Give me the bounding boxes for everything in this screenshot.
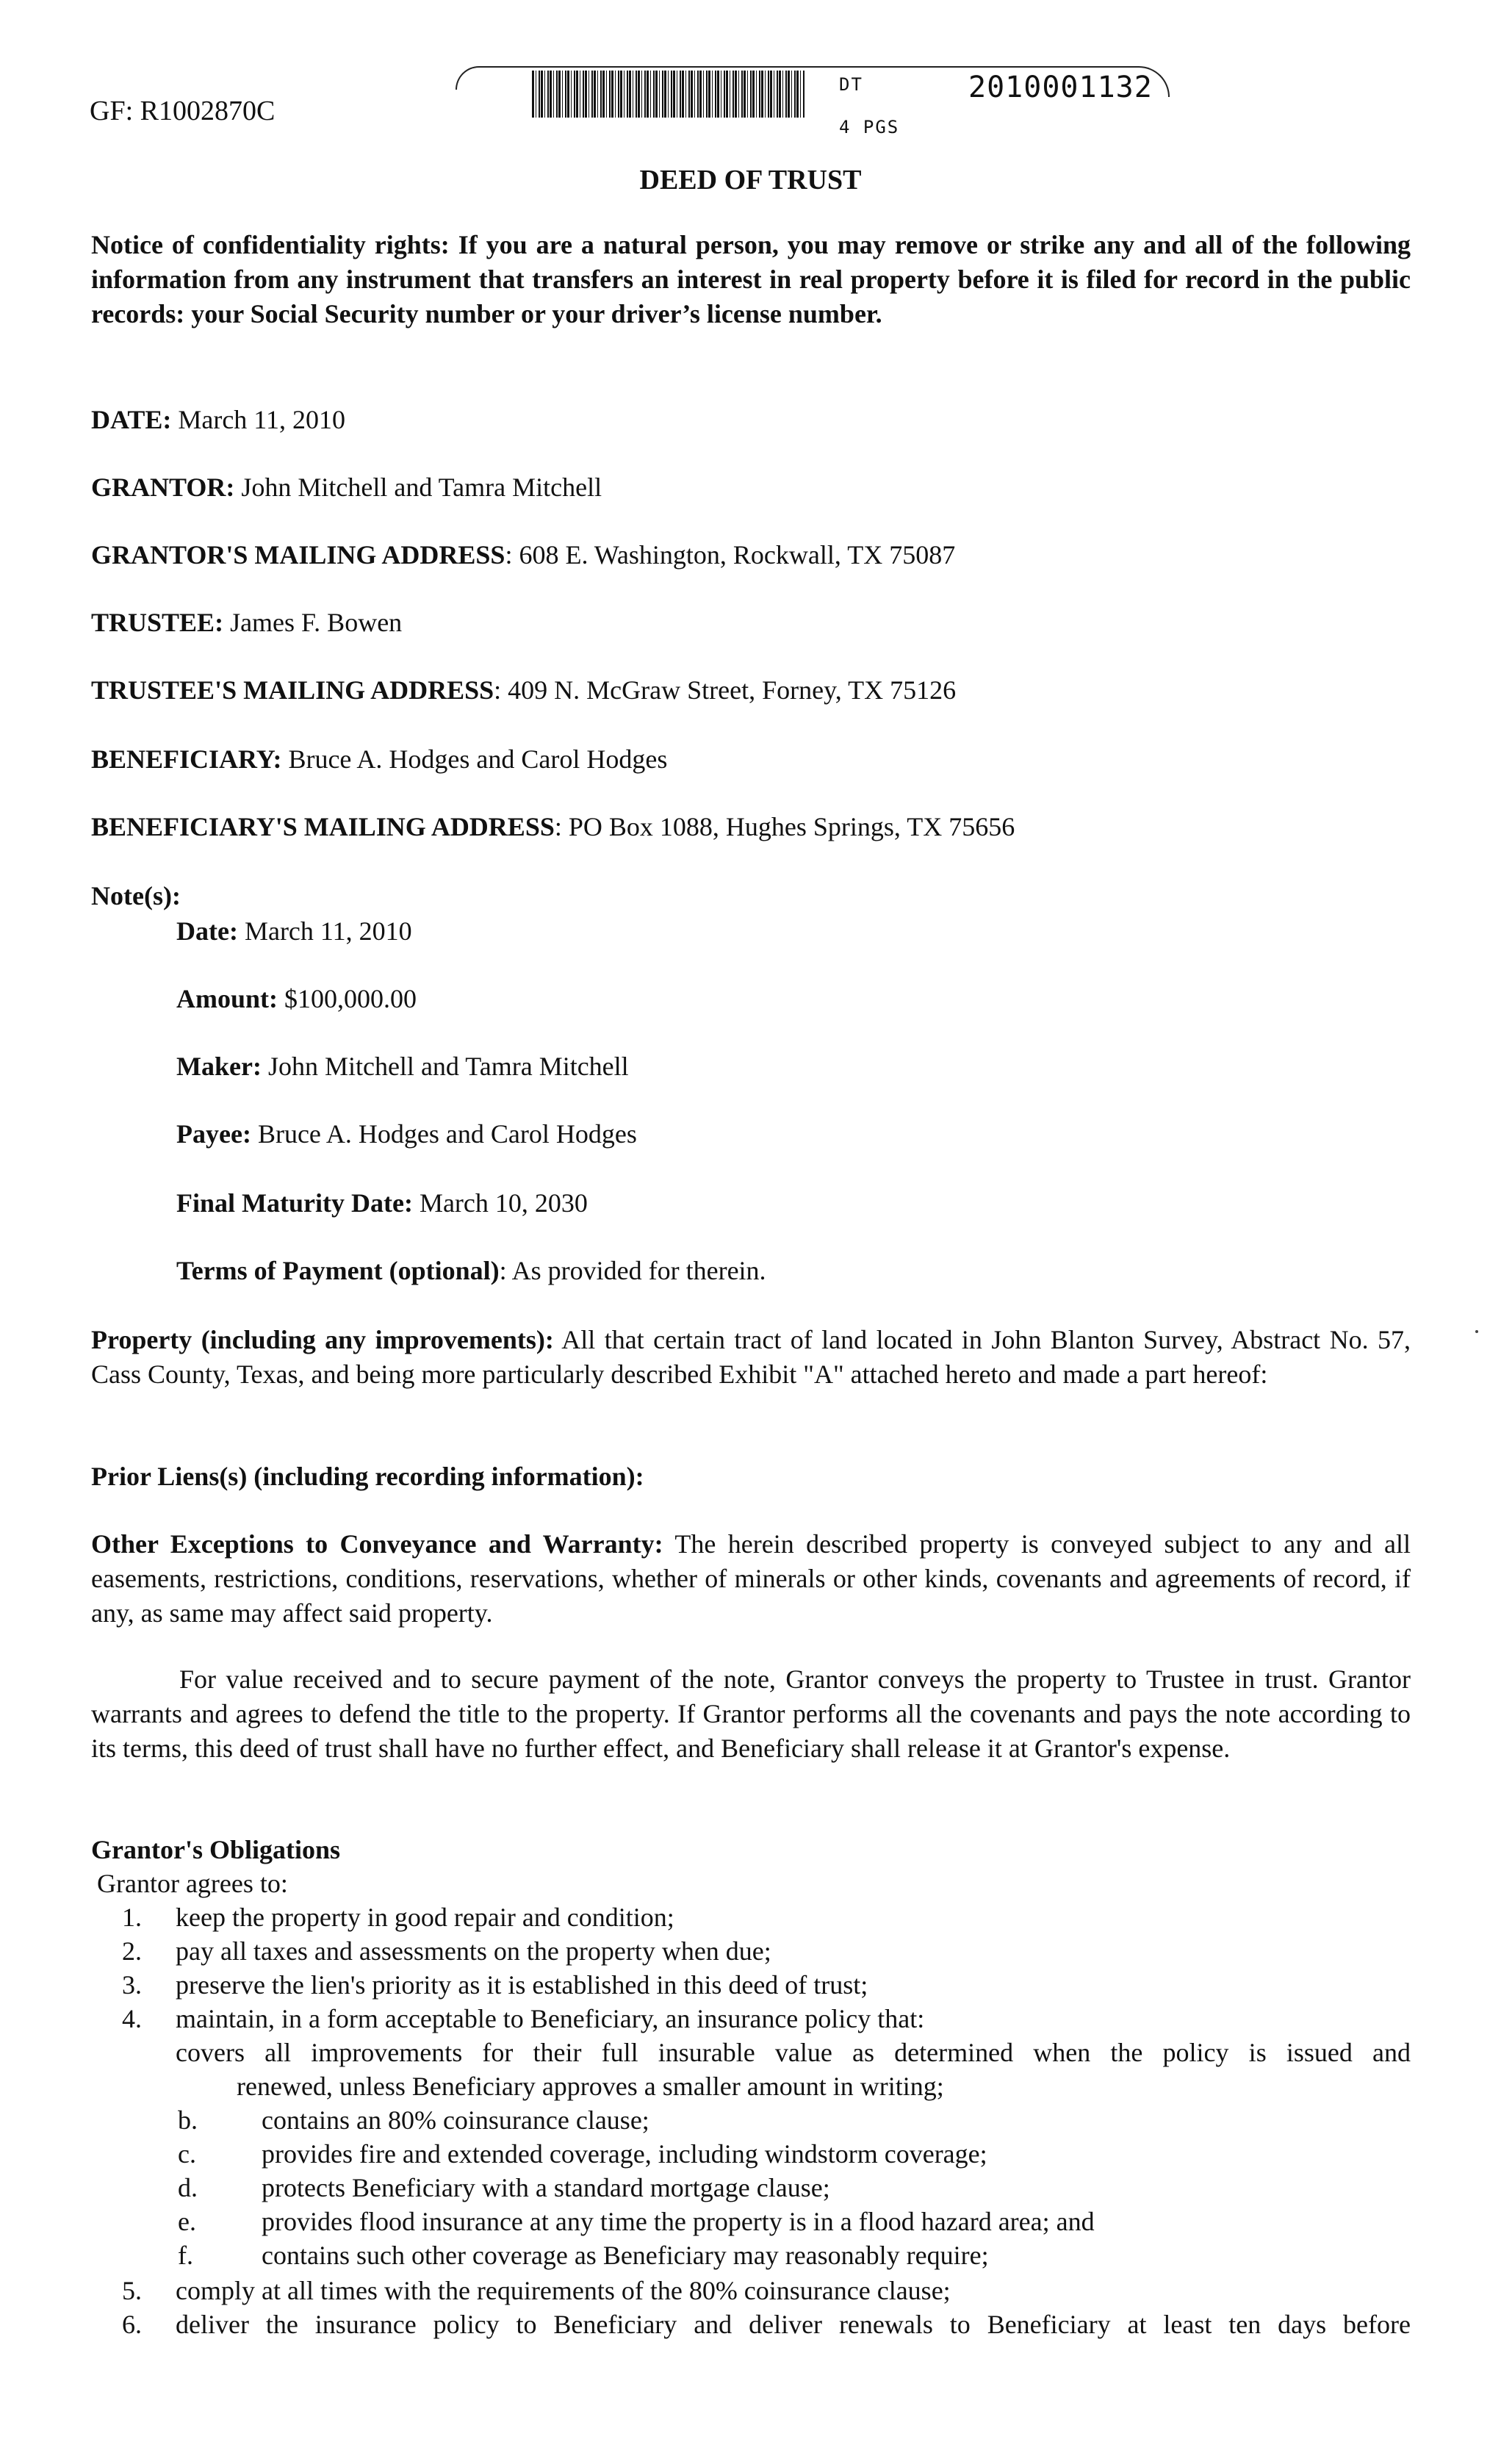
covers-line-2: renewed, unless Beneficiary approves a smaller amount in writing;: [237, 2072, 944, 2101]
note-maker-value: John Mitchell and Tamra Mitchell: [267, 1052, 629, 1081]
grantor-value: John Mitchell and Tamra Mitchell: [241, 473, 602, 502]
beneficiary-value: Bruce A. Hodges and Carol Hodges: [288, 744, 668, 774]
trustee-address-field: [91, 673, 956, 708]
note-terms-value: : As provided for therein.: [499, 1256, 766, 1285]
note-maker: [176, 1049, 629, 1084]
note-amount-value: $100,000.00: [284, 984, 417, 1013]
sub-text: provides fire and extended coverage, including windstorm coverage;: [262, 2139, 987, 2169]
obligations-heading: Grantor's Obligations: [91, 1835, 341, 1864]
prior-liens-heading: Prior Liens(s) (including recording information):: [91, 1462, 644, 1491]
beneficiary-label: BENEFICIARY:: [91, 744, 282, 774]
note-maturity: [176, 1186, 588, 1221]
sub-text: protects Beneficiary with a standard mortgage clause;: [262, 2173, 830, 2202]
exceptions-label: Other Exceptions to Conveyance and Warranty:: [91, 1529, 663, 1559]
note-payee-value: Bruce A. Hodges and Carol Hodges: [257, 1119, 637, 1149]
coverage-sublist: [0, 2103, 1501, 2280]
note-maturity-value: March 10, 2030: [419, 1188, 588, 1218]
note-date-label: Date:: [176, 916, 238, 946]
document-title: DEED OF TRUST: [639, 165, 862, 195]
grantor-address-field: [91, 538, 955, 572]
grantor-label: GRANTOR:: [91, 473, 235, 502]
doc-type-code: DT: [839, 74, 863, 95]
property-label: Property (including any improvements):: [91, 1325, 554, 1354]
covers-line-1: covers all improvements for their full insurable value as determined when the policy is issued and: [176, 2038, 1411, 2067]
sub-letter: b.: [178, 2105, 198, 2135]
date-value: March 11, 2010: [178, 405, 345, 434]
obligations-list-continued: [91, 2274, 1411, 2347]
item-number: 5.: [122, 2276, 142, 2305]
exceptions-paragraph: [91, 1527, 1411, 1631]
sub-text: contains such other coverage as Beneficiary may reasonably require;: [262, 2241, 989, 2270]
beneficiary-address-value: : PO Box 1088, Hughes Springs, TX 75656: [554, 812, 1015, 841]
trustee-label: TRUSTEE:: [91, 608, 224, 637]
conveyance-paragraph: For value received and to secure payment of the note, Grantor conveys the property to Trustee in trust. Grantor warrants and agrees to defend the title to the property. If Grantor performs all the covenants and pays the note according to its terms, this deed of trust shall have no further effect, and Beneficiary shall release it at Grantor's expense.: [91, 1664, 1411, 1763]
grantor-address-value: : 608 E. Washington, Rockwall, TX 75087: [505, 540, 956, 570]
sub-letter: c.: [178, 2139, 196, 2169]
item-text: deliver the insurance policy to Beneficiary and deliver renewals to Beneficiary at least ten days before: [176, 2310, 1411, 2339]
sub-letter: f.: [178, 2241, 193, 2270]
trustee-address-label: TRUSTEE'S MAILING ADDRESS: [91, 675, 494, 705]
note-amount: [176, 982, 417, 1016]
gf-number: GF: R1002870C: [90, 96, 276, 126]
sub-letter: d.: [178, 2173, 198, 2202]
record-stamp-border-left: [456, 66, 530, 90]
note-maturity-label: Final Maturity Date:: [176, 1188, 413, 1218]
date-field: [91, 403, 345, 437]
sub-letter: e.: [178, 2207, 196, 2236]
item-text: keep the property in good repair and condition;: [176, 1903, 674, 1932]
item-number: 3.: [122, 1970, 142, 2000]
date-label: DATE:: [91, 405, 172, 434]
property-text: All that certain tract of land located in John Blanton Survey, Abstract No. 57, Cass County, Texas, and being more particularly described Exhibit "A" attached hereto and made a part hereof:: [91, 1325, 1411, 1389]
note-amount-label: Amount:: [176, 984, 278, 1013]
grantor-address-label: GRANTOR'S MAILING ADDRESS: [91, 540, 505, 570]
page-count: 4 PGS: [839, 117, 900, 137]
record-number: 2010001132: [968, 71, 1153, 104]
item-number: 2.: [122, 1936, 142, 1966]
note-payee-label: Payee:: [176, 1119, 251, 1149]
record-stamp-border-top: [529, 66, 1102, 68]
note-date-value: March 11, 2010: [244, 916, 412, 946]
sub-text: provides flood insurance at any time the property is in a flood hazard area; and: [262, 2207, 1095, 2236]
item-number: 1.: [122, 1903, 142, 1932]
trustee-address-value: : 409 N. McGraw Street, Forney, TX 75126: [494, 675, 957, 705]
trustee-value: James F. Bowen: [230, 608, 403, 637]
item-text: preserve the lien's priority as it is established in this deed of trust;: [176, 1970, 868, 2000]
beneficiary-address-field: [91, 810, 1015, 844]
scan-speck: [1475, 1330, 1478, 1333]
item-text: comply at all times with the requirements of the 80% coinsurance clause;: [176, 2276, 951, 2305]
notes-heading: Note(s):: [91, 881, 181, 910]
confidentiality-notice: Notice of confidentiality rights: If you are a natural person, you may remove or strike any and all of the following information from any instrument that transfers an interest in real property before it is filed for record in the public records: your Social Security number or your driver’s license number.: [91, 230, 1411, 328]
beneficiary-field: [91, 742, 667, 777]
sub-text: contains an 80% coinsurance clause;: [262, 2105, 649, 2135]
note-payee: [176, 1117, 637, 1152]
note-terms: [176, 1254, 766, 1288]
trustee-field: [91, 606, 402, 640]
obligations-intro: Grantor agrees to:: [97, 1869, 288, 1898]
property-paragraph: [91, 1323, 1411, 1392]
grantor-field: [91, 470, 602, 505]
item-text: pay all taxes and assessments on the property when due;: [176, 1936, 771, 1966]
beneficiary-address-label: BENEFICIARY'S MAILING ADDRESS: [91, 812, 555, 841]
item-text: maintain, in a form acceptable to Beneficiary, an insurance policy that:: [176, 2004, 925, 2033]
note-date: [176, 914, 412, 949]
exceptions-text: The herein described property is conveyed subject to any and all easements, restrictions, conditions, reservations, whether of minerals or other kinds, covenants and agreements of record, if any, as same may affect said property.: [91, 1529, 1411, 1628]
obligations-list: [91, 1900, 1411, 2039]
item-number: 6.: [122, 2310, 142, 2339]
note-terms-label: Terms of Payment (optional): [176, 1256, 500, 1285]
item-number: 4.: [122, 2004, 142, 2033]
note-maker-label: Maker:: [176, 1052, 262, 1081]
barcode-image: [532, 71, 805, 118]
